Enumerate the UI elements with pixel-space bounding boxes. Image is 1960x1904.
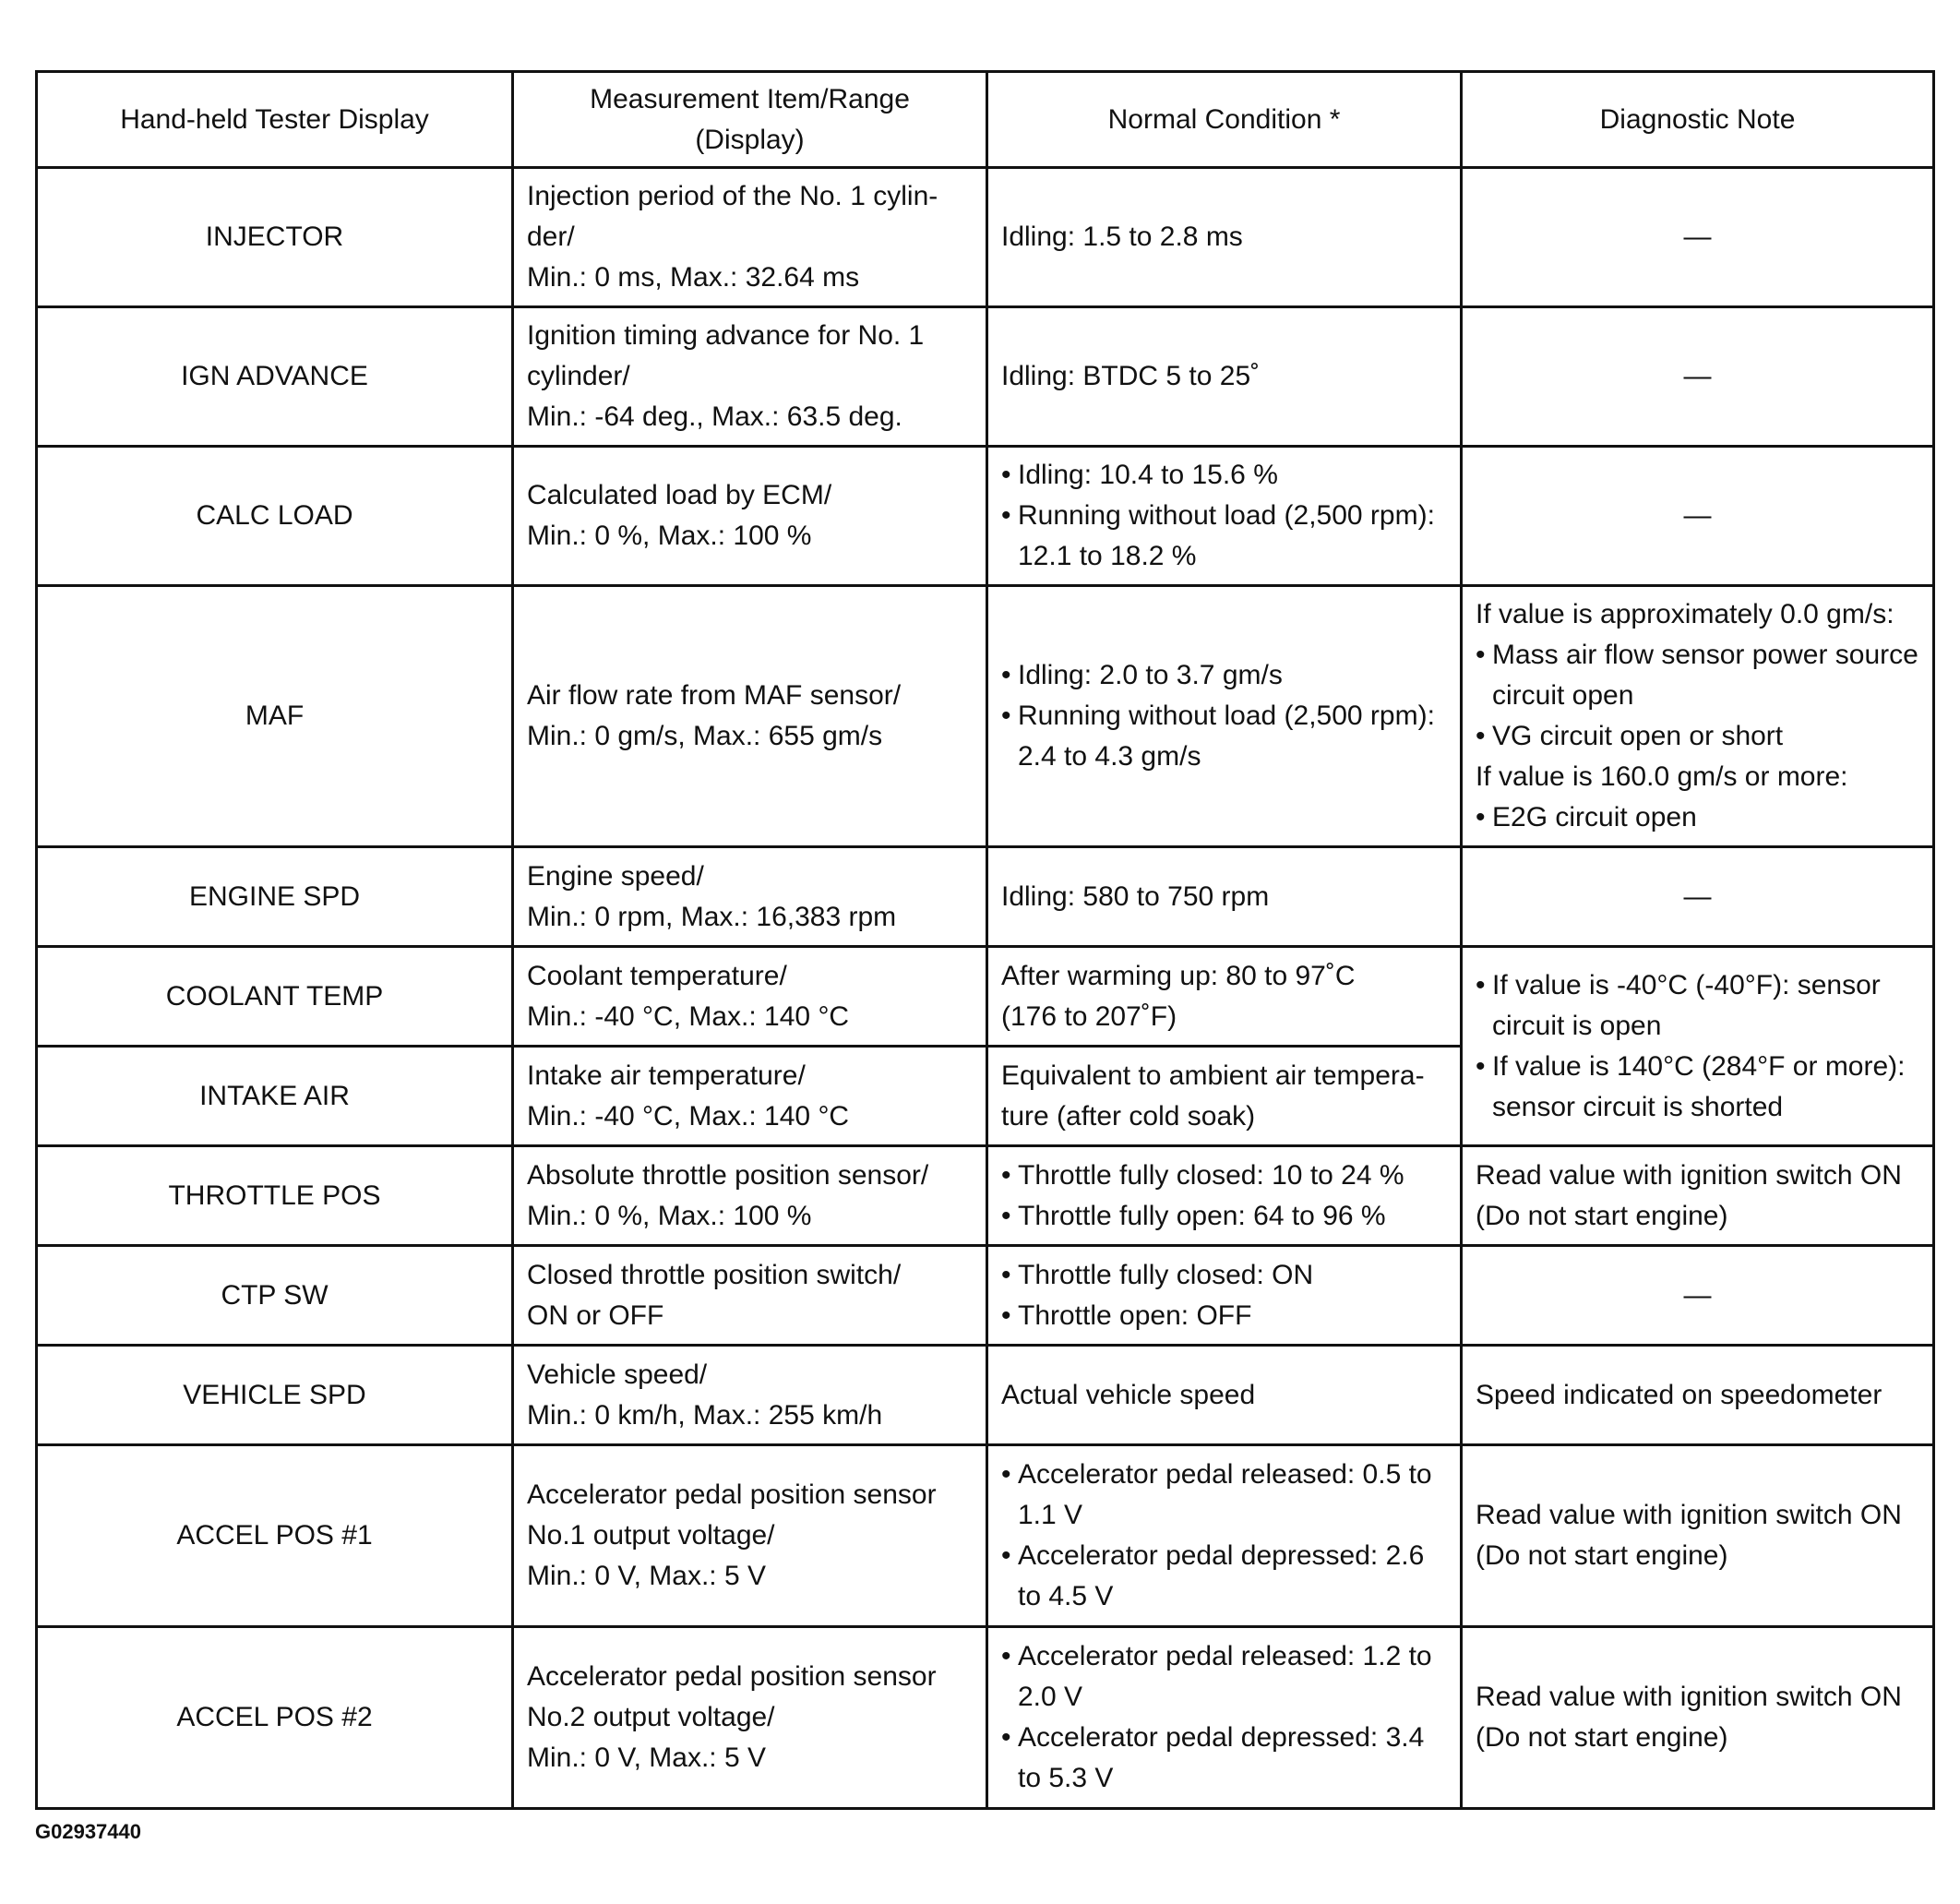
- normal-condition-cell: After warming up: 80 to 97˚C (176 to 207˚F): [987, 947, 1462, 1047]
- header-normal-condition: Normal Condition *: [987, 72, 1462, 168]
- diagnostic-note-cell: Read value with ignition switch ON (Do not start engine): [1462, 1146, 1934, 1246]
- header-display: Hand-held Tester Display: [37, 72, 513, 168]
- measurement-cell: Ignition timing advance for No. 1 cylinder/ Min.: -64 deg., Max.: 63.5 deg.: [513, 307, 987, 447]
- diagnostic-note-cell: —: [1462, 447, 1934, 586]
- bullet-item: • Throttle fully open: 64 to 96 %: [1001, 1196, 1447, 1237]
- normal-condition-cell: [987, 1146, 1462, 1246]
- diagnostic-note-cell: If value is approximately 0.0 gm/s: • Mass air flow sensor power source circuit open • VG circuit open or short If value is 160.0 gm/s or more: • E2G circuit open: [1462, 586, 1934, 847]
- measurement-cell: Accelerator pedal position sensor No.2 output voltage/ Min.: 0 V, Max.: 5 V: [513, 1627, 987, 1809]
- table-row: [37, 447, 1934, 586]
- measurement-cell: Engine speed/ Min.: 0 rpm, Max.: 16,383 rpm: [513, 847, 987, 947]
- normal-condition-cell: [987, 447, 1462, 586]
- display-cell: COOLANT TEMP: [37, 947, 513, 1047]
- measurement-cell: Injection period of the No. 1 cylin- der/ Min.: 0 ms, Max.: 32.64 ms: [513, 168, 987, 307]
- table-row: [37, 1627, 1934, 1809]
- bullet-item: • Running without load (2,500 rpm): 2.4 to 4.3 gm/s: [1001, 696, 1447, 777]
- measurement-cell: Accelerator pedal position sensor No.1 output voltage/ Min.: 0 V, Max.: 5 V: [513, 1445, 987, 1627]
- display-cell: CALC LOAD: [37, 447, 513, 586]
- diagnostic-note-cell: —: [1462, 307, 1934, 447]
- display-cell: MAF: [37, 586, 513, 847]
- table-row: [37, 1346, 1934, 1445]
- display-cell: INJECTOR: [37, 168, 513, 307]
- measurement-cell: Absolute throttle position sensor/ Min.: 0 %, Max.: 100 %: [513, 1146, 987, 1246]
- measurement-cell: Air flow rate from MAF sensor/ Min.: 0 gm/s, Max.: 655 gm/s: [513, 586, 987, 847]
- measurement-cell: Calculated load by ECM/ Min.: 0 %, Max.: 100 %: [513, 447, 987, 586]
- normal-condition-cell: Equivalent to ambient air tempera- ture (after cold soak): [987, 1047, 1462, 1146]
- bullet-item: • Throttle fully closed: ON: [1001, 1255, 1447, 1296]
- bullet-item: • Throttle fully closed: 10 to 24 %: [1001, 1156, 1447, 1196]
- normal-condition-cell: Idling: 580 to 750 rpm: [987, 847, 1462, 947]
- measurement-cell: Vehicle speed/ Min.: 0 km/h, Max.: 255 km/h: [513, 1346, 987, 1445]
- display-cell: ACCEL POS #2: [37, 1627, 513, 1809]
- header-diagnostic-note: Diagnostic Note: [1462, 72, 1934, 168]
- diagnostic-note-cell: Speed indicated on speedometer: [1462, 1346, 1934, 1445]
- bullet-item: • If value is -40°C (-40°F): sensor circuit is open: [1476, 965, 1919, 1047]
- normal-condition-cell: Idling: BTDC 5 to 25˚: [987, 307, 1462, 447]
- diagnostic-note-cell: —: [1462, 168, 1934, 307]
- display-cell: ACCEL POS #1: [37, 1445, 513, 1627]
- display-cell: VEHICLE SPD: [37, 1346, 513, 1445]
- bullet-item: • If value is 140°C (284°F or more): sensor circuit is shorted: [1476, 1047, 1919, 1128]
- display-cell: CTP SW: [37, 1246, 513, 1346]
- bullet-item: • Accelerator pedal depressed: 3.4 to 5.3 V: [1001, 1718, 1447, 1799]
- bullet-item: • Accelerator pedal released: 1.2 to 2.0 V: [1001, 1636, 1447, 1718]
- bullet-item: • Accelerator pedal depressed: 2.6 to 4.5 V: [1001, 1536, 1447, 1617]
- diagnostic-note-cell: [1462, 947, 1934, 1146]
- diagnostic-note-cell: —: [1462, 1246, 1934, 1346]
- bullet-item: • Idling: 2.0 to 3.7 gm/s: [1001, 655, 1447, 696]
- table-row: [37, 586, 1934, 847]
- diagnostic-note-cell: —: [1462, 847, 1934, 947]
- table-row: [37, 1445, 1934, 1627]
- bullet-item: • Throttle open: OFF: [1001, 1296, 1447, 1336]
- header-row: [37, 72, 1934, 168]
- table-row: [37, 307, 1934, 447]
- figure-id: G02937440: [35, 1820, 141, 1843]
- normal-condition-cell: [987, 586, 1462, 847]
- display-cell: IGN ADVANCE: [37, 307, 513, 447]
- bullet-item: • E2G circuit open: [1476, 797, 1919, 838]
- bullet-item: • Accelerator pedal released: 0.5 to 1.1 V: [1001, 1455, 1447, 1536]
- display-cell: INTAKE AIR: [37, 1047, 513, 1146]
- bullet-item: • Running without load (2,500 rpm): 12.1 to 18.2 %: [1001, 496, 1447, 577]
- diagnostic-note-cell: Read value with ignition switch ON (Do not start engine): [1462, 1445, 1934, 1627]
- normal-condition-cell: Idling: 1.5 to 2.8 ms: [987, 168, 1462, 307]
- table-row: [37, 1246, 1934, 1346]
- bullet-item: • Idling: 10.4 to 15.6 %: [1001, 455, 1447, 496]
- data-list-table: [35, 70, 1935, 1810]
- table-row: [37, 1146, 1934, 1246]
- header-measurement: Measurement Item/Range (Display): [513, 72, 987, 168]
- table-row: [37, 947, 1934, 1047]
- measurement-cell: Intake air temperature/ Min.: -40 °C, Max.: 140 °C: [513, 1047, 987, 1146]
- normal-condition-cell: [987, 1445, 1462, 1627]
- diagnostic-note-cell: Read value with ignition switch ON (Do not start engine): [1462, 1627, 1934, 1809]
- normal-condition-cell: [987, 1246, 1462, 1346]
- display-cell: ENGINE SPD: [37, 847, 513, 947]
- measurement-cell: Coolant temperature/ Min.: -40 °C, Max.: 140 °C: [513, 947, 987, 1047]
- normal-condition-cell: Actual vehicle speed: [987, 1346, 1462, 1445]
- table-row: [37, 847, 1934, 947]
- measurement-cell: Closed throttle position switch/ ON or OFF: [513, 1246, 987, 1346]
- display-cell: THROTTLE POS: [37, 1146, 513, 1246]
- bullet-item: • Mass air flow sensor power source circuit open: [1476, 635, 1919, 716]
- normal-condition-cell: [987, 1627, 1462, 1809]
- table-row: [37, 168, 1934, 307]
- bullet-item: • VG circuit open or short: [1476, 716, 1919, 757]
